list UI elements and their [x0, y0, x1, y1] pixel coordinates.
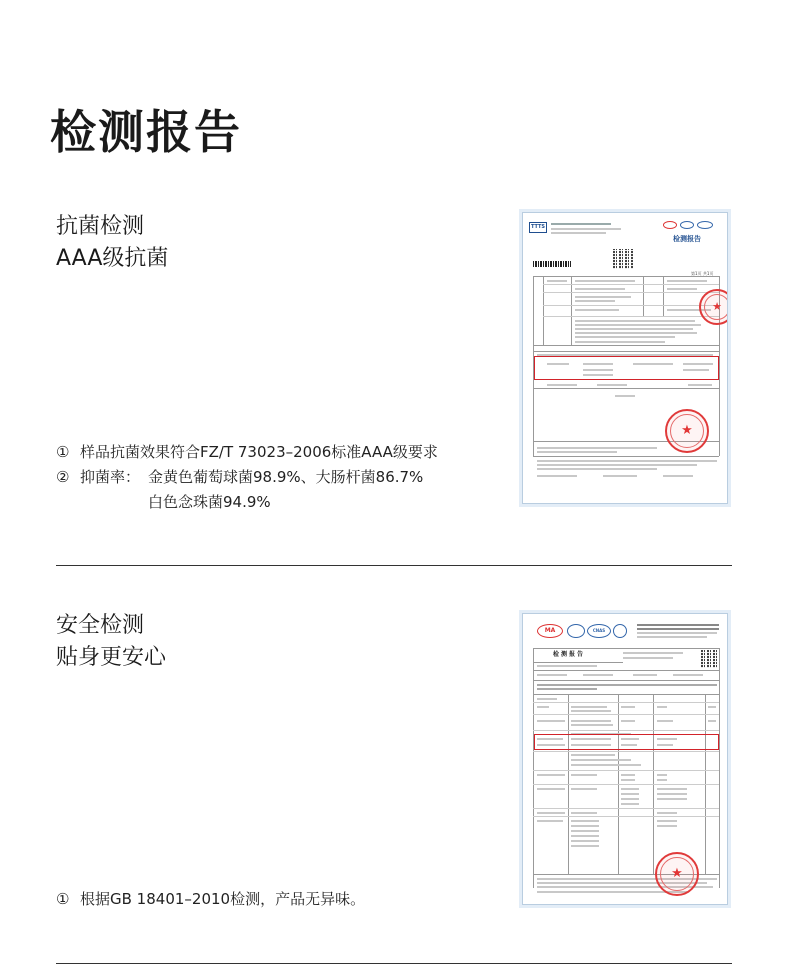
cma-logo: [663, 221, 677, 229]
note-text: 金黄色葡萄球菌98.9%、大肠杆菌86.7%: [148, 468, 424, 486]
antibacterial-heading: [56, 211, 168, 275]
barcode: [533, 261, 571, 267]
note-label: 抑菌率：: [80, 468, 141, 486]
report-title: 检测报告: [553, 651, 586, 658]
ttts-logo: TTTS: [529, 222, 547, 233]
ilac-logo: [567, 624, 585, 638]
note-number: ②: [56, 468, 70, 486]
section-divider: [56, 963, 732, 964]
antibacterial-heading-line2: AAA级抗菌: [56, 246, 169, 271]
antibacterial-heading-line1: 抗菌检测: [56, 214, 145, 239]
report-title: 检测报告: [673, 235, 701, 243]
official-seal: ★: [655, 852, 699, 896]
cnas-logo: CNAS: [587, 624, 611, 638]
highlight-box: [534, 734, 719, 750]
iqnet-logo: [613, 624, 627, 638]
qr-code: [613, 249, 633, 269]
official-seal: ★: [699, 289, 728, 325]
safety-note-1: [56, 886, 365, 912]
cnas-logo: [697, 221, 713, 229]
antibacterial-note-1: [56, 439, 438, 465]
ilac-logo: [680, 221, 694, 229]
note-text: 根据GB 18401–2010检测，产品无异味。: [80, 890, 366, 908]
note-number: ①: [56, 890, 70, 908]
antibacterial-note-2-continued: [148, 489, 271, 515]
official-seal: ★: [665, 409, 709, 453]
page-title: 检测报告: [50, 105, 242, 159]
qr-code: [701, 650, 719, 668]
safety-heading-line1: 安全检测: [56, 613, 145, 638]
cma-logo: MA: [537, 624, 563, 638]
safety-heading: [56, 610, 166, 674]
page-info: 第1页 共1页: [691, 271, 714, 276]
note-number: ①: [56, 443, 70, 461]
safety-report-image: [522, 613, 728, 905]
antibacterial-note-2: [56, 464, 423, 490]
note-text: 白色念珠菌94.9%: [148, 493, 271, 511]
note-text: 样品抗菌效果符合FZ/T 73023–2006标准AAA级要求: [80, 443, 438, 461]
antibacterial-report-image: [522, 212, 728, 504]
section-divider: [56, 565, 732, 566]
highlight-box: [534, 356, 719, 380]
safety-heading-line2: 贴身更安心: [56, 645, 167, 670]
